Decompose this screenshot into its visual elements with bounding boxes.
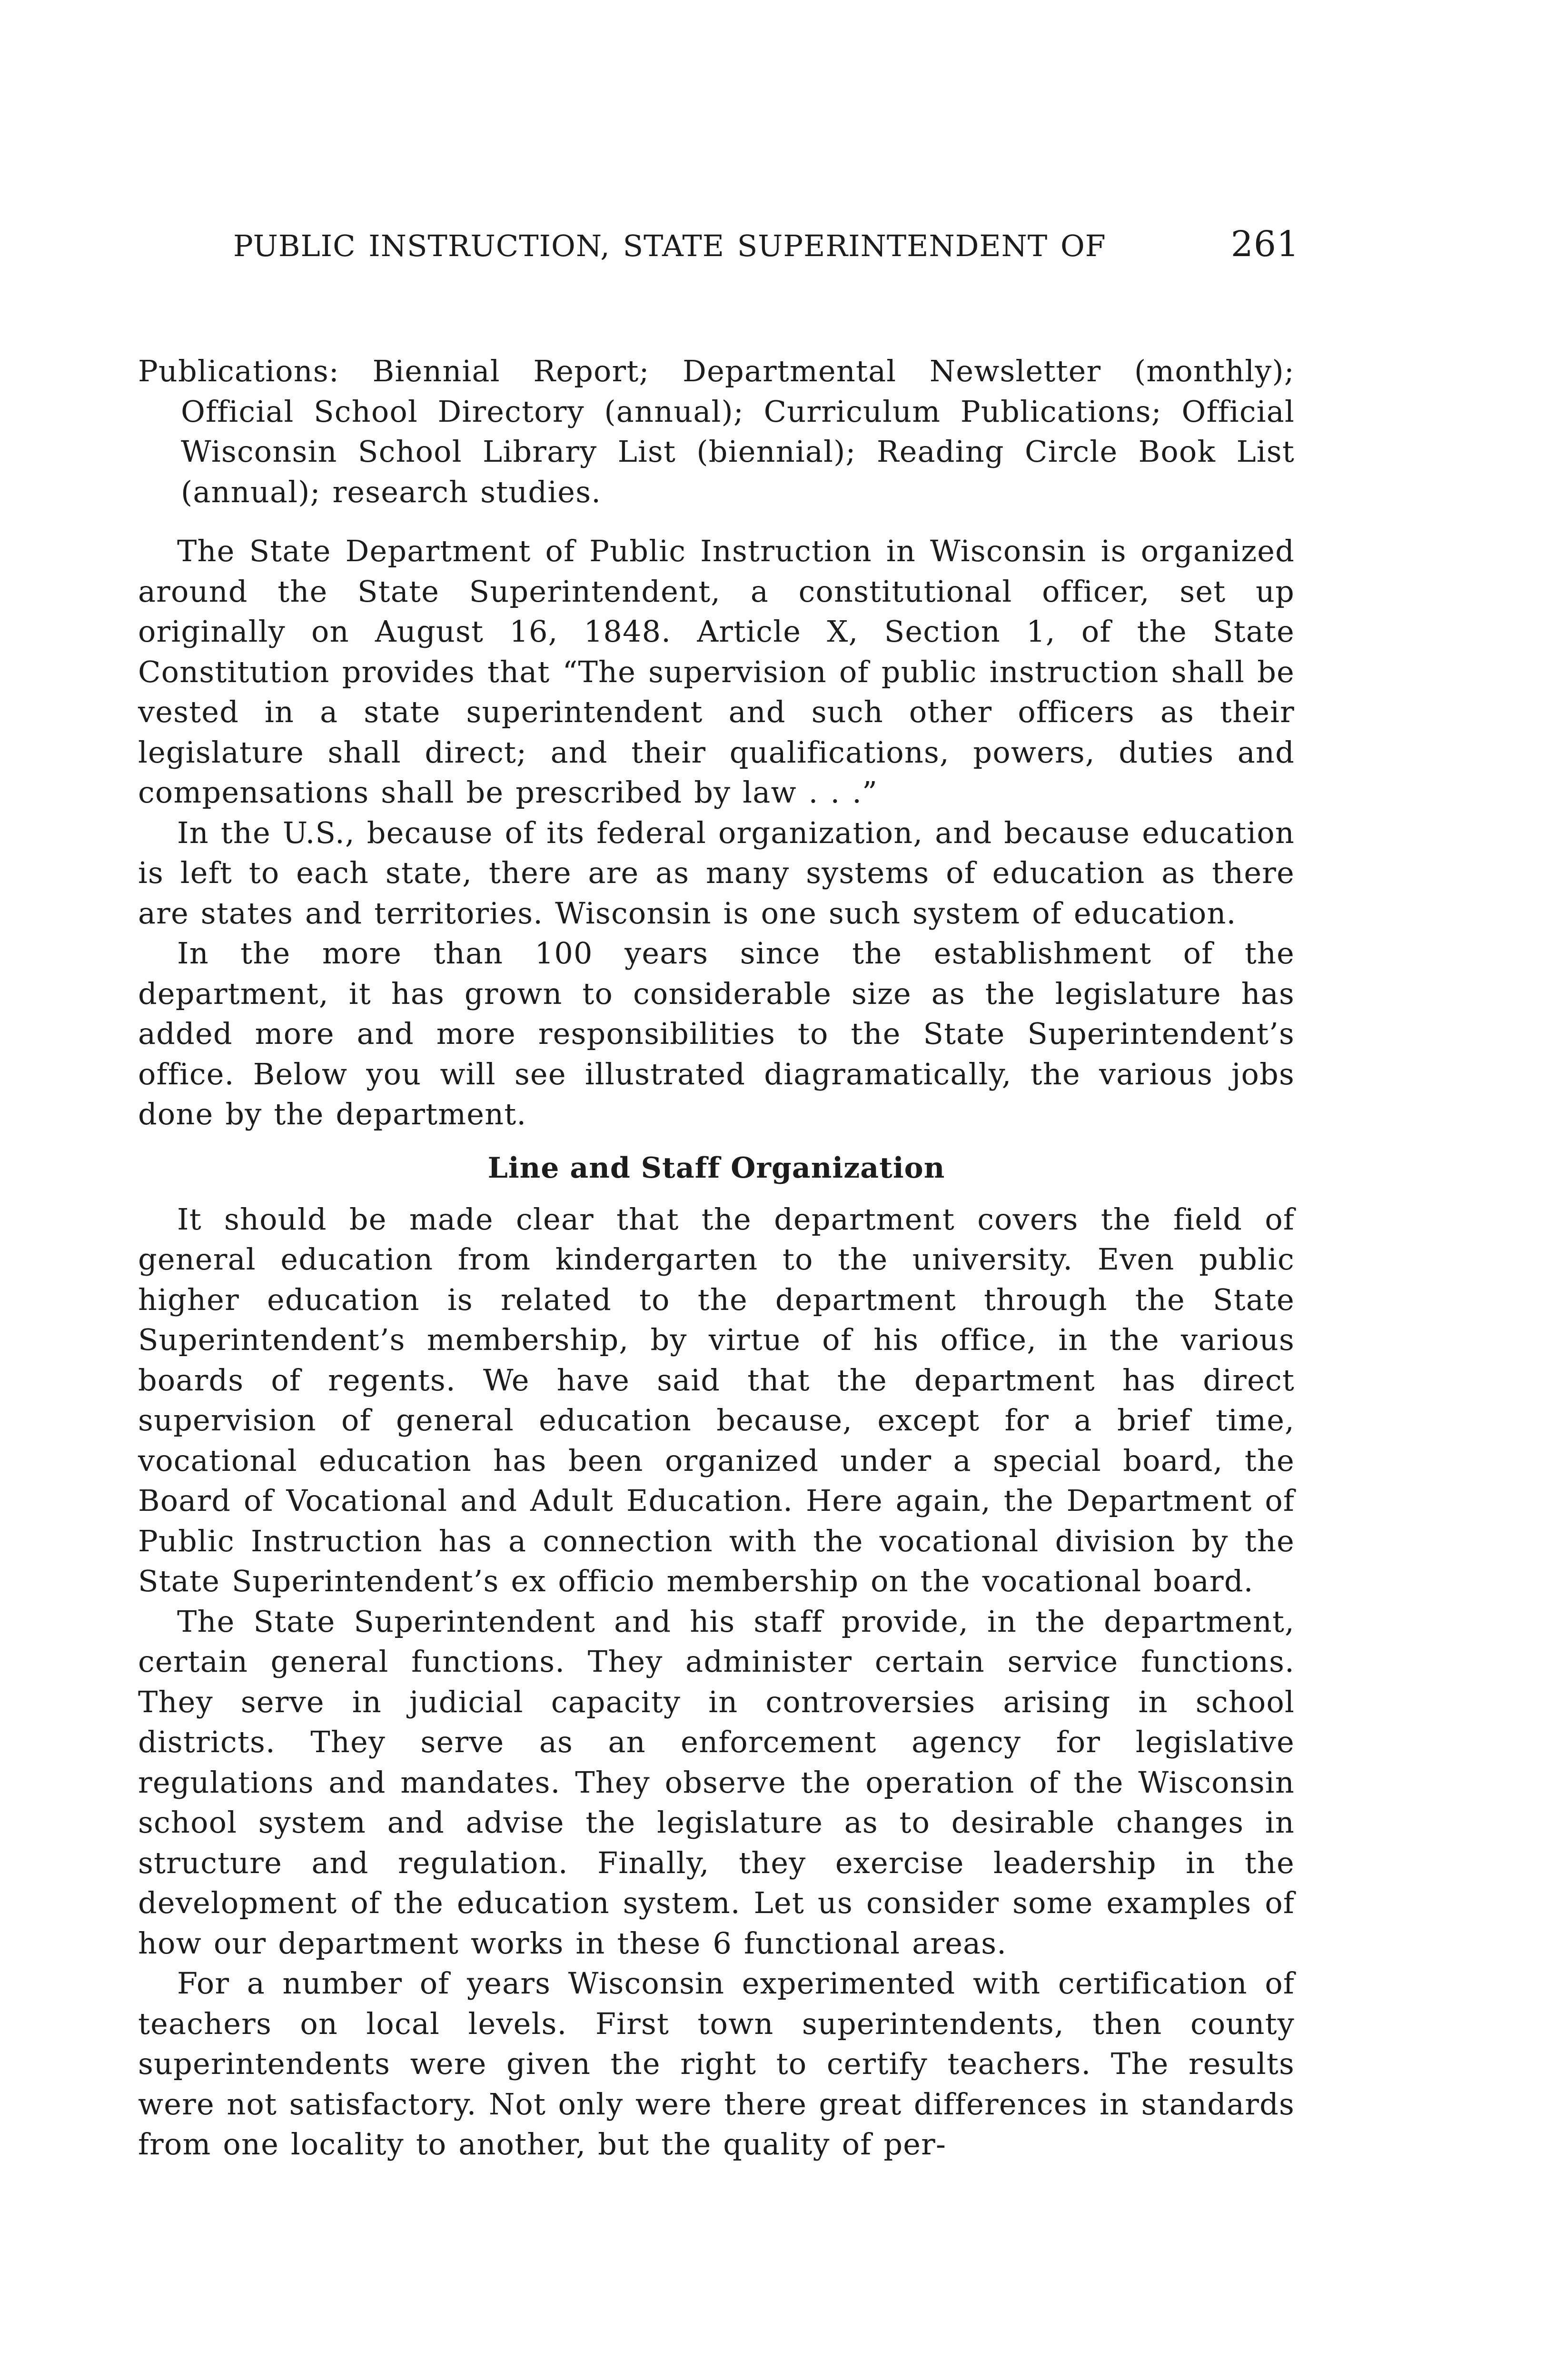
body-paragraph-3: In the more than 100 years since the establishment of the department, it has grown to considerable size as the legislature has added more and more responsibilities to the State Superintendent’s office. Below you will see illustrated diagramatically, the various jobs done by the department. bbox=[138, 936, 1295, 1131]
section-heading: Line and Staff Organization bbox=[487, 1151, 945, 1185]
section-paragraph-1: It should be made clear that the department covers the field of general education from kindergarten to the university. Even public higher education is related to the department through the State Superintendent’s membership, by virtue of his office, in the various boards of regents. We have said that the department has direct supervision of general education because, except for a brief time, vocational education has been organized under a special board, the Board of Vocational and Adult Education. Here again, the Department of Public Instruction has a connection with the vocational division by the State Superintendent’s ex officio membership on the vocational board. bbox=[138, 1201, 1295, 1598]
publications-paragraph: Publications: Biennial Report; Departmental Newsletter (monthly); Official School Directory (annual); Curriculum Publications; Official Wisconsin School Library List (biennial); Reading Circle Book List (annual); research studies. bbox=[138, 354, 1295, 509]
running-head bbox=[138, 224, 1299, 271]
running-title: PUBLIC INSTRUCTION, STATE SUPERINTENDENT OF bbox=[233, 228, 1106, 263]
page bbox=[138, 224, 1299, 2165]
body-paragraph-1: The State Department of Public Instruction in Wisconsin is organized around the State Superintendent, a constitutional officer, set up originally on August 16, 1848. Article X, Section 1, of the State Constitution provides that “The supervision of public instruction shall be vested in a state superintendent and such other officers as their legislature shall direct; and their qualifications, powers, duties and compensations shall be prescribed by law . . .” bbox=[138, 534, 1295, 810]
section-paragraph-3: For a number of years Wisconsin experimented with certification of teachers on local levels. First town superintendents, then county superintendents were given the right to certify teachers. The results were not satisfactory. Not only were there great differences in standards from one locality to another, but the quality of per- bbox=[138, 1966, 1295, 2162]
page-number: 261 bbox=[1230, 224, 1299, 265]
section-paragraph-2: The State Superintendent and his staff provide, in the department, certain general functions. They administer certain service functions. They serve in judicial capacity in controversies arising in school districts. They serve as an enforcement agency for legislative regulations and mandates. They observe the operation of the Wisconsin school system and advise the legislature as to desirable changes in structure and regulation. Finally, they exercise leadership in the development of the education system. Let us consider some examples of how our department works in these 6 functional areas. bbox=[138, 1604, 1295, 1961]
body-paragraph-2: In the U.S., because of its federal organization, and because education is left to each state, there are as many systems of education as there are states and territories. Wisconsin is one such system of education. bbox=[138, 815, 1295, 931]
